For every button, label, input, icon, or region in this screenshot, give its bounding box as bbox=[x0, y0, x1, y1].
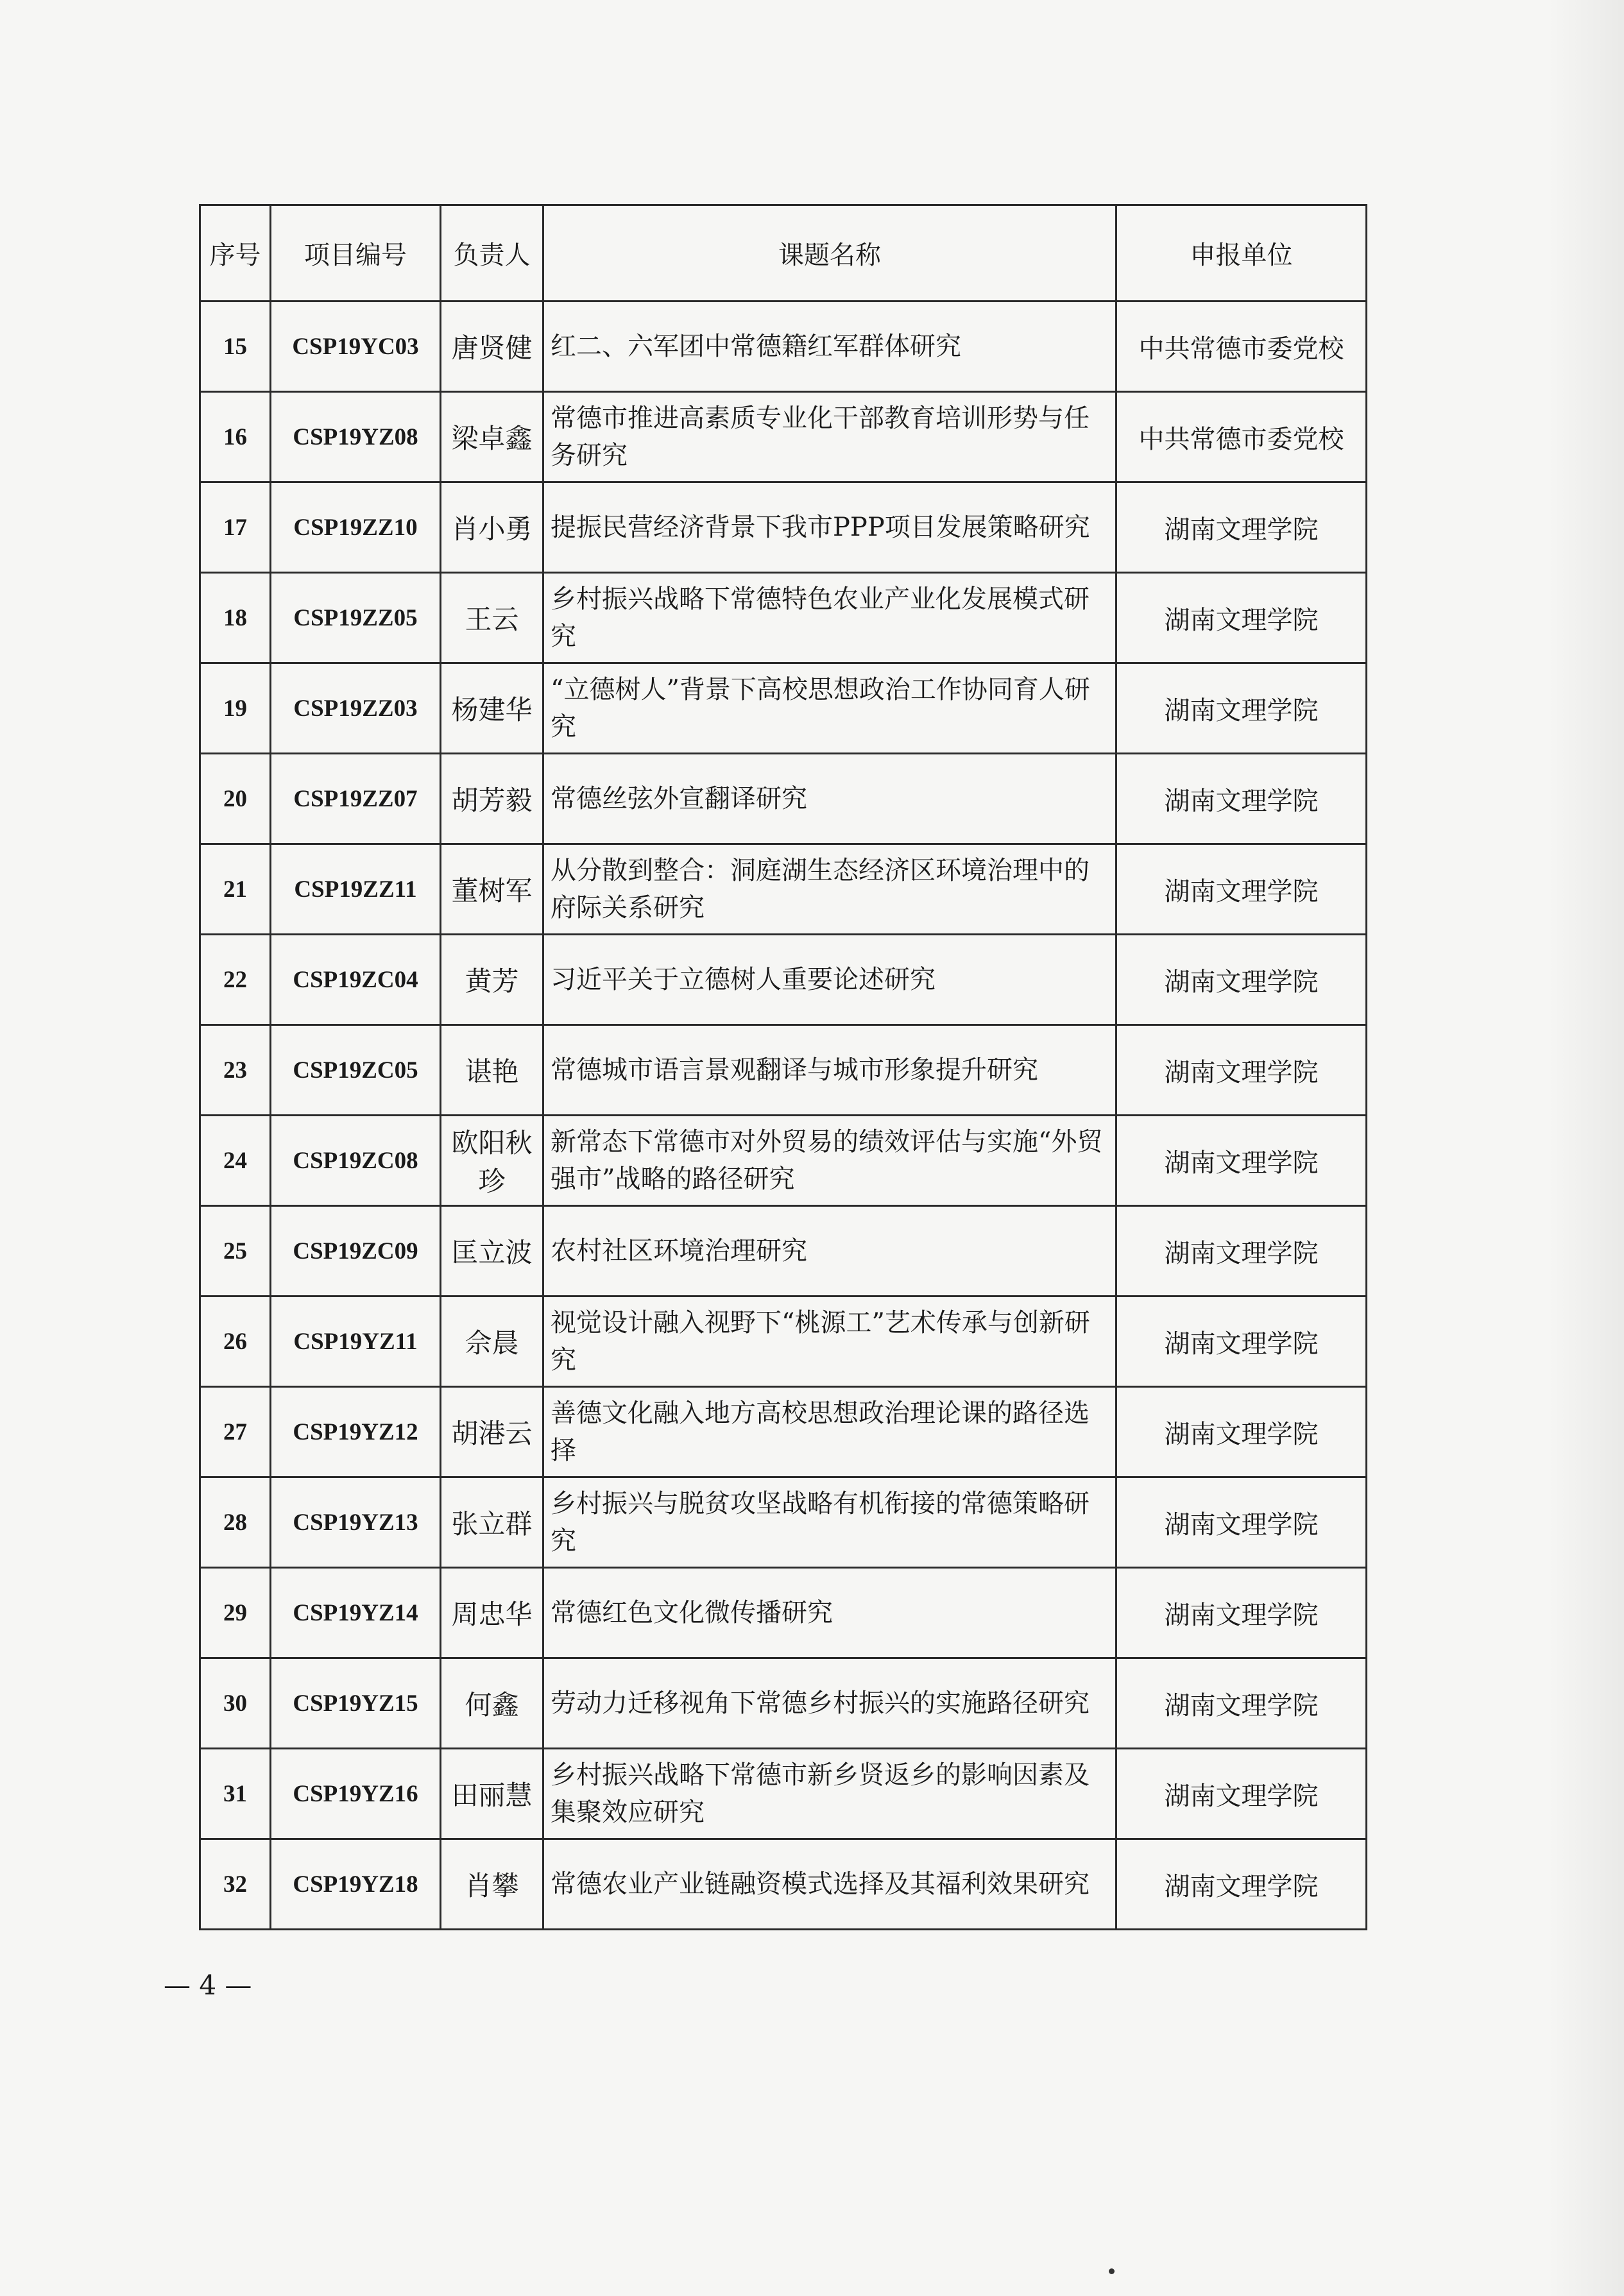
cell-topic-title: 乡村振兴与脱贫攻坚战略有机衔接的常德策略研究 bbox=[543, 1477, 1116, 1568]
cell-principal: 欧阳秋珍 bbox=[441, 1116, 543, 1206]
cell-serial-number: 21 bbox=[200, 844, 271, 935]
cell-project-code: CSP19YZ12 bbox=[271, 1387, 441, 1477]
cell-principal: 匡立波 bbox=[441, 1206, 543, 1297]
header-serial-number: 序号 bbox=[200, 205, 271, 302]
cell-principal: 肖小勇 bbox=[441, 482, 543, 573]
cell-serial-number: 24 bbox=[200, 1116, 271, 1206]
cell-principal: 胡芳毅 bbox=[441, 754, 543, 844]
cell-project-code: CSP19YC03 bbox=[271, 302, 441, 392]
cell-serial-number: 30 bbox=[200, 1658, 271, 1749]
cell-applicant-unit: 湖南文理学院 bbox=[1116, 754, 1367, 844]
header-principal: 负责人 bbox=[441, 205, 543, 302]
cell-applicant-unit: 中共常德市委党校 bbox=[1116, 392, 1367, 482]
cell-principal: 张立群 bbox=[441, 1477, 543, 1568]
cell-serial-number: 16 bbox=[200, 392, 271, 482]
table-row bbox=[200, 1749, 1367, 1839]
table-row bbox=[200, 1477, 1367, 1568]
table-row bbox=[200, 1839, 1367, 1930]
cell-project-code: CSP19YZ18 bbox=[271, 1839, 441, 1930]
cell-applicant-unit: 湖南文理学院 bbox=[1116, 1025, 1367, 1116]
table-row bbox=[200, 573, 1367, 663]
cell-serial-number: 28 bbox=[200, 1477, 271, 1568]
cell-principal: 周忠华 bbox=[441, 1568, 543, 1658]
cell-project-code: CSP19ZC04 bbox=[271, 935, 441, 1025]
cell-project-code: CSP19ZC09 bbox=[271, 1206, 441, 1297]
cell-applicant-unit: 湖南文理学院 bbox=[1116, 1658, 1367, 1749]
cell-serial-number: 17 bbox=[200, 482, 271, 573]
cell-project-code: CSP19YZ16 bbox=[271, 1749, 441, 1839]
scan-speck bbox=[1109, 2268, 1115, 2274]
cell-applicant-unit: 湖南文理学院 bbox=[1116, 844, 1367, 935]
table-row bbox=[200, 392, 1367, 482]
cell-topic-title: 劳动力迁移视角下常德乡村振兴的实施路径研究 bbox=[543, 1658, 1116, 1749]
table-row bbox=[200, 1568, 1367, 1658]
cell-serial-number: 23 bbox=[200, 1025, 271, 1116]
cell-applicant-unit: 湖南文理学院 bbox=[1116, 1116, 1367, 1206]
cell-project-code: CSP19ZZ10 bbox=[271, 482, 441, 573]
cell-principal: 田丽慧 bbox=[441, 1749, 543, 1839]
cell-topic-title: 乡村振兴战略下常德特色农业产业化发展模式研究 bbox=[543, 573, 1116, 663]
cell-topic-title: 从分散到整合：洞庭湖生态经济区环境治理中的府际关系研究 bbox=[543, 844, 1116, 935]
table-body bbox=[200, 302, 1367, 1930]
cell-applicant-unit: 湖南文理学院 bbox=[1116, 663, 1367, 754]
cell-serial-number: 29 bbox=[200, 1568, 271, 1658]
table-row bbox=[200, 1206, 1367, 1297]
cell-project-code: CSP19ZZ11 bbox=[271, 844, 441, 935]
table-row bbox=[200, 1387, 1367, 1477]
table-header-row bbox=[200, 205, 1367, 302]
cell-applicant-unit: 湖南文理学院 bbox=[1116, 1749, 1367, 1839]
page-edge-shadow bbox=[1547, 0, 1624, 2296]
cell-serial-number: 31 bbox=[200, 1749, 271, 1839]
table-row bbox=[200, 1025, 1367, 1116]
cell-project-code: CSP19ZZ07 bbox=[271, 754, 441, 844]
cell-principal: 何鑫 bbox=[441, 1658, 543, 1749]
cell-project-code: CSP19YZ14 bbox=[271, 1568, 441, 1658]
cell-principal: 梁卓鑫 bbox=[441, 392, 543, 482]
header-project-code: 项目编号 bbox=[271, 205, 441, 302]
table-row bbox=[200, 1297, 1367, 1387]
table-row bbox=[200, 935, 1367, 1025]
cell-project-code: CSP19ZC08 bbox=[271, 1116, 441, 1206]
cell-applicant-unit: 湖南文理学院 bbox=[1116, 1206, 1367, 1297]
cell-serial-number: 22 bbox=[200, 935, 271, 1025]
table-row bbox=[200, 844, 1367, 935]
cell-project-code: CSP19ZZ05 bbox=[271, 573, 441, 663]
cell-principal: 董树军 bbox=[441, 844, 543, 935]
cell-topic-title: 常德市推进高素质专业化干部教育培训形势与任务研究 bbox=[543, 392, 1116, 482]
table-row bbox=[200, 663, 1367, 754]
cell-applicant-unit: 湖南文理学院 bbox=[1116, 482, 1367, 573]
cell-topic-title: 新常态下常德市对外贸易的绩效评估与实施“外贸强市”战略的路径研究 bbox=[543, 1116, 1116, 1206]
cell-applicant-unit: 湖南文理学院 bbox=[1116, 573, 1367, 663]
cell-topic-title: 红二、六军团中常德籍红军群体研究 bbox=[543, 302, 1116, 392]
cell-project-code: CSP19YZ08 bbox=[271, 392, 441, 482]
cell-serial-number: 25 bbox=[200, 1206, 271, 1297]
table-row bbox=[200, 1116, 1367, 1206]
cell-applicant-unit: 湖南文理学院 bbox=[1116, 1568, 1367, 1658]
cell-principal: 黄芳 bbox=[441, 935, 543, 1025]
cell-principal: 杨建华 bbox=[441, 663, 543, 754]
cell-principal: 佘晨 bbox=[441, 1297, 543, 1387]
cell-topic-title: 常德红色文化微传播研究 bbox=[543, 1568, 1116, 1658]
cell-principal: 唐贤健 bbox=[441, 302, 543, 392]
project-table-container bbox=[199, 204, 1365, 1930]
header-applicant-unit: 申报单位 bbox=[1116, 205, 1367, 302]
cell-serial-number: 20 bbox=[200, 754, 271, 844]
cell-applicant-unit: 湖南文理学院 bbox=[1116, 1477, 1367, 1568]
header-topic-title: 课题名称 bbox=[543, 205, 1116, 302]
cell-principal: 肖攀 bbox=[441, 1839, 543, 1930]
cell-applicant-unit: 中共常德市委党校 bbox=[1116, 302, 1367, 392]
cell-principal: 王云 bbox=[441, 573, 543, 663]
cell-topic-title: 视觉设计融入视野下“桃源工”艺术传承与创新研究 bbox=[543, 1297, 1116, 1387]
cell-topic-title: 善德文化融入地方高校思想政治理论课的路径选择 bbox=[543, 1387, 1116, 1477]
cell-principal: 胡港云 bbox=[441, 1387, 543, 1477]
cell-topic-title: 习近平关于立德树人重要论述研究 bbox=[543, 935, 1116, 1025]
cell-project-code: CSP19ZC05 bbox=[271, 1025, 441, 1116]
cell-topic-title: 农村社区环境治理研究 bbox=[543, 1206, 1116, 1297]
table-row bbox=[200, 482, 1367, 573]
cell-serial-number: 18 bbox=[200, 573, 271, 663]
cell-project-code: CSP19ZZ03 bbox=[271, 663, 441, 754]
cell-serial-number: 27 bbox=[200, 1387, 271, 1477]
cell-project-code: CSP19YZ13 bbox=[271, 1477, 441, 1568]
cell-applicant-unit: 湖南文理学院 bbox=[1116, 1839, 1367, 1930]
cell-topic-title: 提振民营经济背景下我市PPP项目发展策略研究 bbox=[543, 482, 1116, 573]
cell-serial-number: 19 bbox=[200, 663, 271, 754]
cell-project-code: CSP19YZ11 bbox=[271, 1297, 441, 1387]
page-number: — 4 — bbox=[164, 1969, 252, 2001]
cell-project-code: CSP19YZ15 bbox=[271, 1658, 441, 1749]
project-list-table bbox=[199, 204, 1367, 1930]
cell-serial-number: 32 bbox=[200, 1839, 271, 1930]
cell-topic-title: 乡村振兴战略下常德市新乡贤返乡的影响因素及集聚效应研究 bbox=[543, 1749, 1116, 1839]
table-row bbox=[200, 1658, 1367, 1749]
table-row bbox=[200, 302, 1367, 392]
cell-serial-number: 15 bbox=[200, 302, 271, 392]
cell-applicant-unit: 湖南文理学院 bbox=[1116, 1297, 1367, 1387]
cell-topic-title: 常德农业产业链融资模式选择及其福利效果研究 bbox=[543, 1839, 1116, 1930]
cell-principal: 谌艳 bbox=[441, 1025, 543, 1116]
cell-applicant-unit: 湖南文理学院 bbox=[1116, 935, 1367, 1025]
cell-topic-title: “立德树人”背景下高校思想政治工作协同育人研究 bbox=[543, 663, 1116, 754]
table-row bbox=[200, 754, 1367, 844]
cell-serial-number: 26 bbox=[200, 1297, 271, 1387]
cell-applicant-unit: 湖南文理学院 bbox=[1116, 1387, 1367, 1477]
cell-topic-title: 常德丝弦外宣翻译研究 bbox=[543, 754, 1116, 844]
cell-topic-title: 常德城市语言景观翻译与城市形象提升研究 bbox=[543, 1025, 1116, 1116]
